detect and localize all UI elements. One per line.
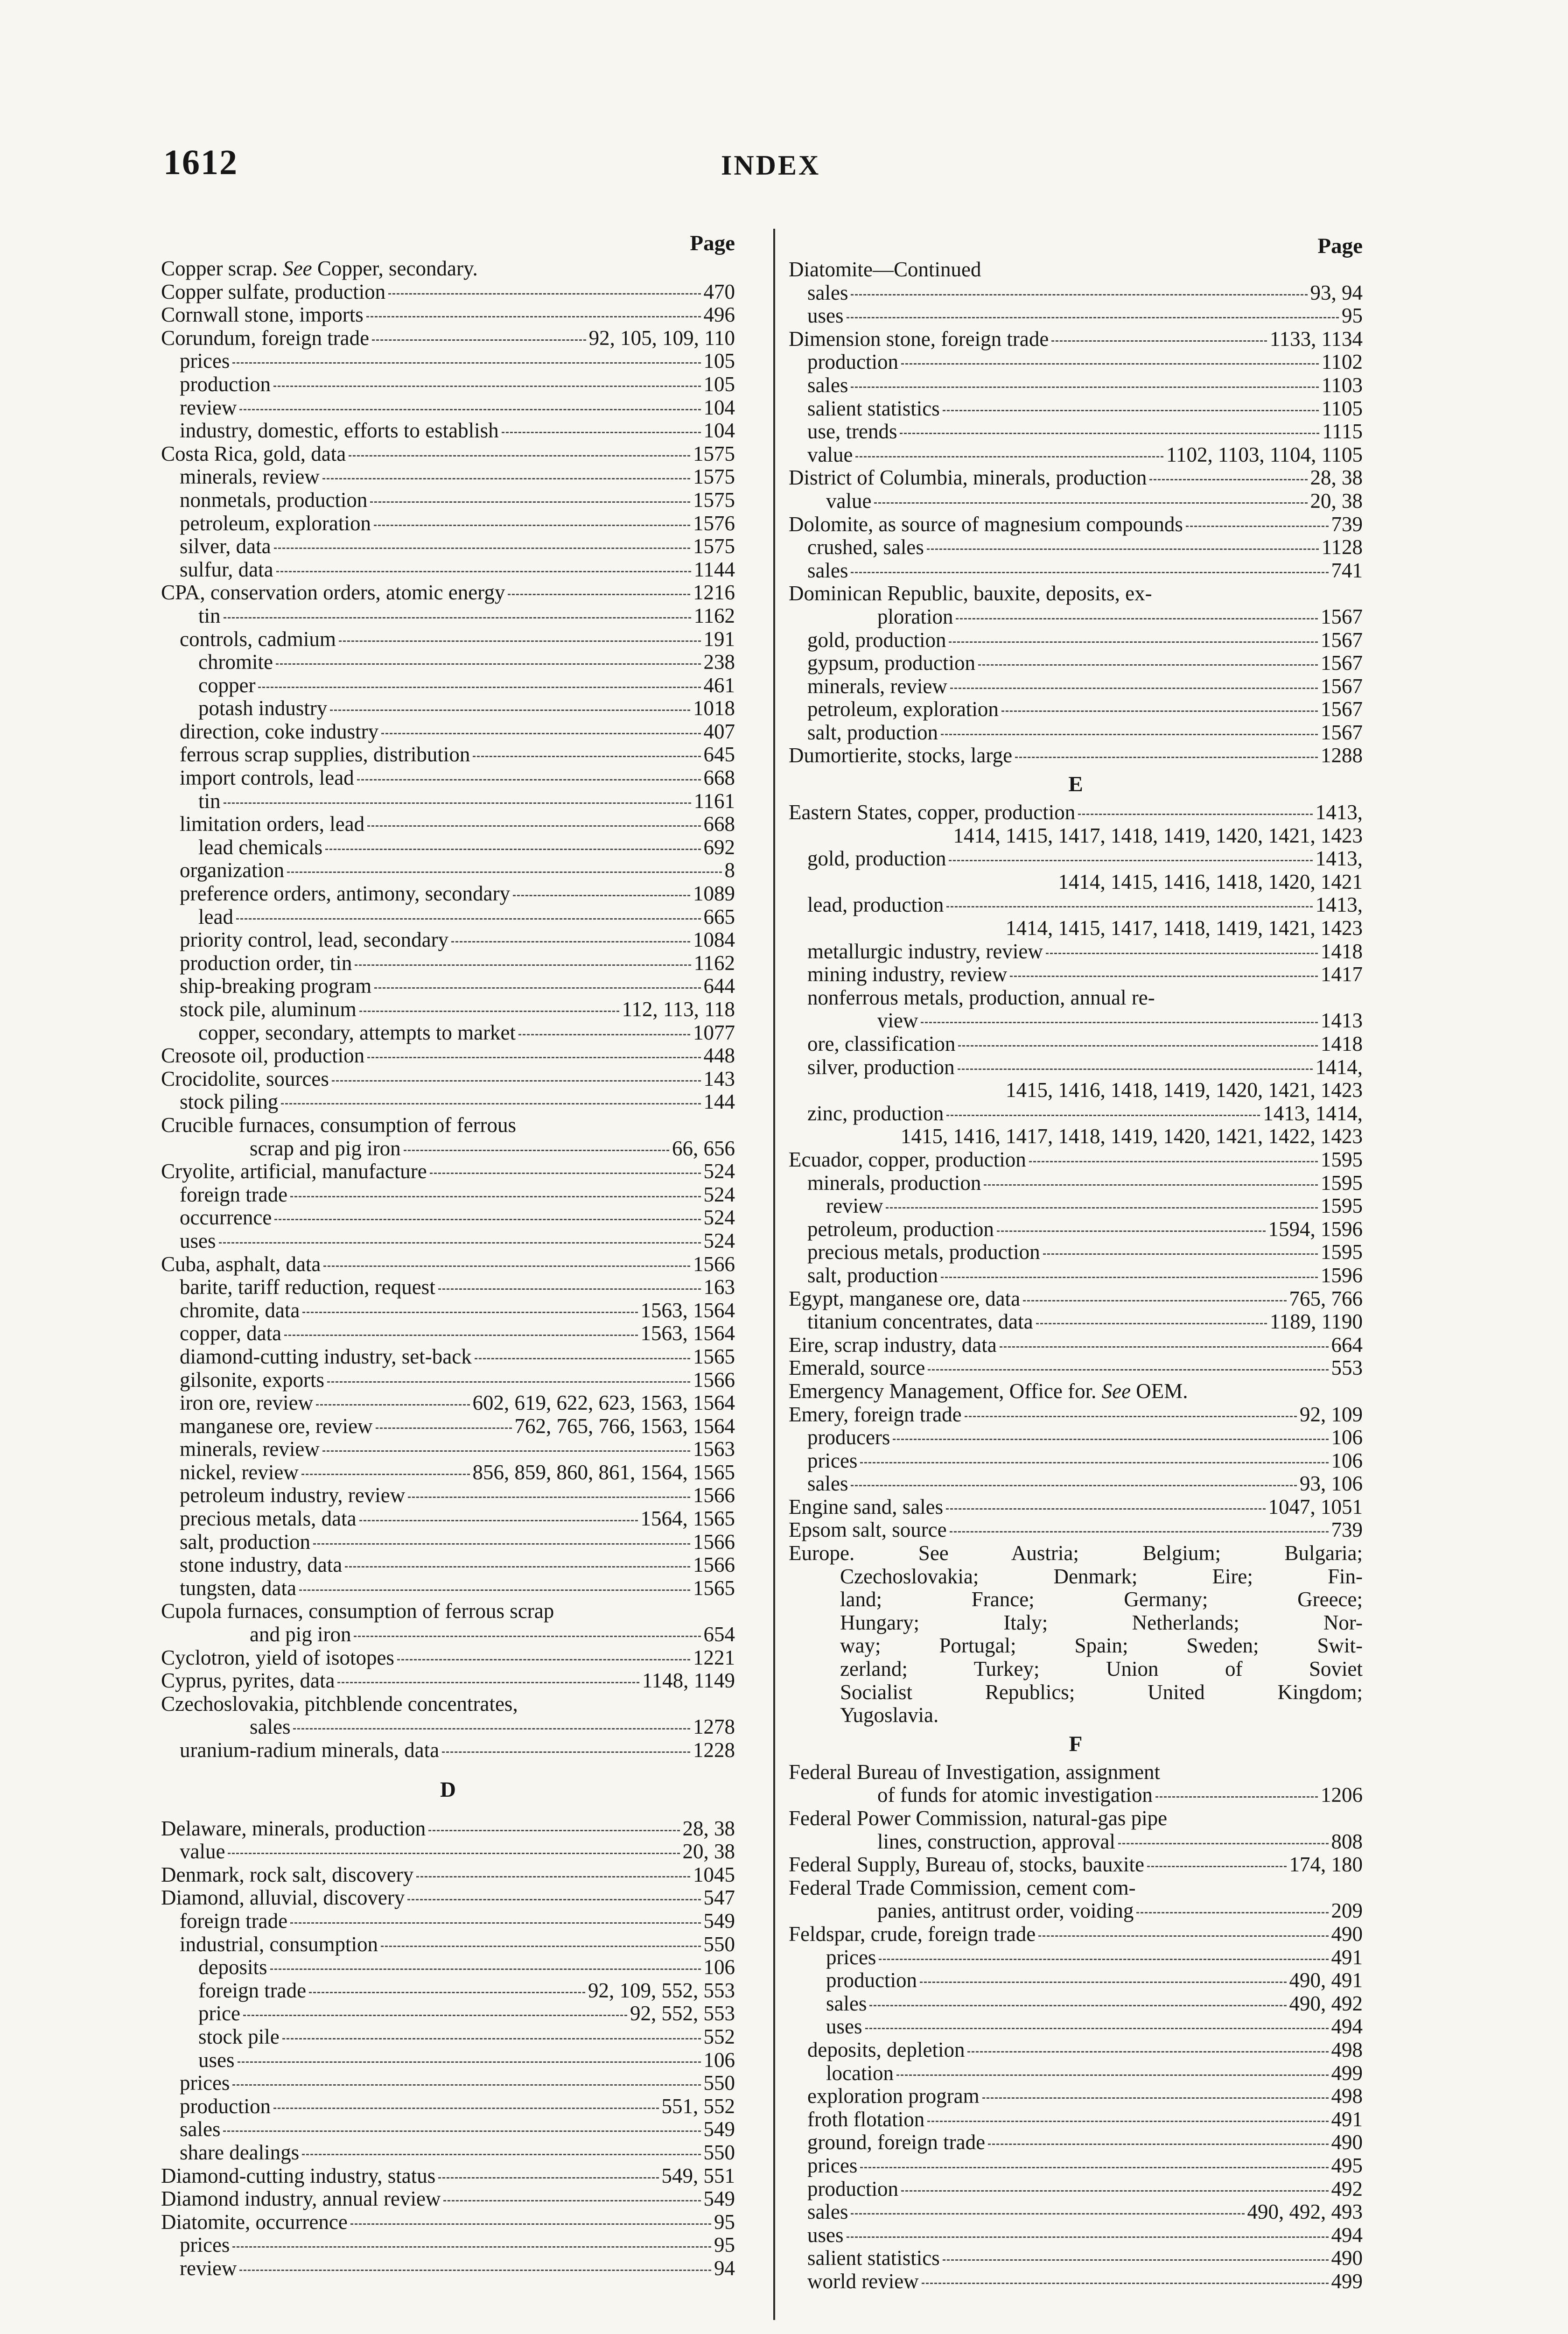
- index-entry: Cryolite, artificial, manufacture 524: [161, 1160, 735, 1183]
- index-entry: Dominican Republic, bauxite, deposits, ex-: [789, 582, 1152, 605]
- index-entry-cont: ploration 1567: [877, 605, 1363, 628]
- index-entry: sales 93, 94: [807, 281, 1363, 304]
- index-entry-pages: 1415, 1416, 1417, 1418, 1419, 1420, 1421, 1422, 1423: [901, 1125, 1363, 1148]
- index-entry: barite, tariff reduction, request 163: [180, 1275, 735, 1299]
- index-entry: Czechoslovakia, pitchblende concentrates,: [161, 1692, 518, 1715]
- index-entry: mining industry, review 1417: [807, 963, 1363, 986]
- index-entry: gypsum, production 1567: [807, 651, 1363, 675]
- section-letter-d: D: [440, 1777, 456, 1802]
- index-entry: Dumortierite, stocks, large 1288: [789, 744, 1363, 767]
- index-entry: Feldspar, crude, foreign trade 490: [789, 1922, 1363, 1946]
- section-letter-f: F: [1069, 1731, 1083, 1756]
- index-entry: share dealings 550: [180, 2140, 735, 2164]
- index-entry: tin 1161: [198, 789, 735, 813]
- index-entry: Crucible furnaces, consumption of ferrous: [161, 1113, 517, 1137]
- index-entry: petroleum, exploration 1576: [180, 511, 735, 535]
- index-entry: stock pile 552: [198, 2025, 735, 2048]
- index-entry-pages: 1414, 1415, 1417, 1418, 1419, 1421, 1423: [1006, 916, 1363, 940]
- europe-line: Yugoslavia.: [840, 1703, 939, 1727]
- index-entry: Federal Supply, Bureau of, stocks, bauxite 174, 180: [789, 1853, 1363, 1877]
- index-entry: Diatomite, occurrence 95: [161, 2210, 735, 2234]
- index-entry: Cyprus, pyrites, data 1148, 1149: [161, 1669, 735, 1693]
- index-entry: priority control, lead, secondary 1084: [180, 928, 735, 952]
- index-entry: value 20, 38: [180, 1840, 735, 1863]
- index-entry: precious metals, production 1595: [807, 1240, 1363, 1264]
- index-entry: deposits, depletion 498: [807, 2038, 1363, 2061]
- index-entry: tungsten, data 1565: [180, 1576, 735, 1600]
- index-entry: ship-breaking program 644: [180, 974, 735, 998]
- europe-line: Czechoslovakia; Denmark; Eire; Fin-: [840, 1564, 1363, 1588]
- index-entry: Cupola furnaces, consumption of ferrous scrap: [161, 1599, 554, 1623]
- index-entry: sales 549: [180, 2117, 735, 2141]
- index-entry: production 105: [180, 372, 735, 396]
- index-entry: salt, production 1596: [807, 1263, 1363, 1287]
- europe-line: Hungary; Italy; Netherlands; Nor-: [840, 1610, 1363, 1634]
- index-entry: preference orders, antimony, secondary 1089: [180, 882, 735, 906]
- index-entry: Dolomite, as source of magnesium compounds 739: [789, 512, 1363, 536]
- index-entry: Epsom salt, source 739: [789, 1518, 1363, 1542]
- europe-line: Europe. See Austria; Belgium; Bulgaria;: [789, 1541, 1363, 1565]
- index-entry: Cuba, asphalt, data 1566: [161, 1252, 735, 1276]
- index-entry: deposits 106: [198, 1955, 735, 1979]
- column-rule: [773, 229, 775, 2320]
- index-entry: foreign trade 524: [180, 1182, 735, 1206]
- index-entry-pages: 1415, 1416, 1418, 1419, 1420, 1421, 1423: [1006, 1078, 1363, 1102]
- index-entry: ore, classification 1418: [807, 1032, 1363, 1055]
- index-entry: review 94: [180, 2256, 735, 2280]
- index-entry: salient statistics 490: [807, 2246, 1363, 2270]
- right-column: [789, 231, 1363, 2293]
- index-entry: metallurgic industry, review 1418: [807, 939, 1363, 963]
- index-entry: minerals, production 1595: [807, 1171, 1363, 1195]
- index-entry: world review 499: [807, 2269, 1363, 2293]
- index-entry: prices 550: [180, 2071, 735, 2095]
- index-entry: copper 461: [198, 673, 735, 697]
- index-entry: nonferrous metals, production, annual re-: [807, 985, 1155, 1009]
- index-entry: Engine sand, sales 1047, 1051: [789, 1495, 1363, 1519]
- index-entry-cont: view 1413: [877, 1009, 1363, 1033]
- index-entry: petroleum, exploration 1567: [807, 697, 1363, 721]
- index-entry: value 1102, 1103, 1104, 1105: [807, 443, 1363, 466]
- index-entry: Federal Trade Commission, cement com-: [789, 1876, 1136, 1899]
- running-head: INDEX: [721, 150, 821, 181]
- europe-line: way; Portugal; Spain; Sweden; Swit-: [840, 1634, 1363, 1658]
- index-entry: silver, production 1414,: [807, 1055, 1363, 1079]
- index-entry: prices 95: [180, 2233, 735, 2257]
- index-entry: diamond-cutting industry, set-back 1565: [180, 1344, 735, 1368]
- index-entry: Copper scrap. See Copper, secondary.: [161, 257, 478, 280]
- index-entry: Federal Bureau of Investigation, assignment: [789, 1760, 1161, 1784]
- index-entry: nickel, review 856, 859, 860, 861, 1564, 1565: [180, 1460, 735, 1484]
- index-entry: Crocidolite, sources 143: [161, 1067, 735, 1090]
- index-entry: gilsonite, exports 1566: [180, 1368, 735, 1392]
- index-entry: production 1102: [807, 350, 1363, 374]
- index-entry: gold, production 1567: [807, 628, 1363, 652]
- index-entry: minerals, review 1567: [807, 674, 1363, 698]
- index-entry: location 499: [826, 2061, 1363, 2085]
- index-entry: zinc, production 1413, 1414,: [807, 1101, 1363, 1125]
- index-entry-pages: 1414, 1415, 1416, 1418, 1420, 1421: [1058, 870, 1363, 893]
- index-entry: precious metals, data 1564, 1565: [180, 1507, 735, 1531]
- index-entry: sulfur, data 1144: [180, 557, 735, 581]
- index-entry: salient statistics 1105: [807, 396, 1363, 420]
- index-entry-cont: sales 1278: [250, 1715, 735, 1739]
- index-entry: sales 93, 106: [807, 1472, 1363, 1496]
- index-entry: District of Columbia, minerals, production 28, 38: [789, 466, 1363, 490]
- index-entry: Dimension stone, foreign trade 1133, 1134: [789, 327, 1363, 351]
- page-header-left: Page: [690, 231, 735, 255]
- index-entry: uses 494: [807, 2223, 1363, 2247]
- index-entry: Cyclotron, yield of isotopes 1221: [161, 1645, 735, 1669]
- index-entry: salt, production 1566: [180, 1530, 735, 1554]
- europe-line: land; France; Germany; Greece;: [840, 1588, 1363, 1611]
- index-entry: prices 491: [826, 1945, 1363, 1969]
- index-entry: copper, data 1563, 1564: [180, 1322, 735, 1345]
- index-entry-cont: and pig iron 654: [250, 1623, 735, 1646]
- index-entry: foreign trade 92, 109, 552, 553: [198, 1978, 735, 2002]
- index-entry: Eire, scrap industry, data 664: [789, 1333, 1363, 1357]
- left-column: [161, 231, 735, 2280]
- index-entry: review 1595: [826, 1194, 1363, 1218]
- index-entry: direction, coke industry 407: [180, 719, 735, 743]
- index-entry: nonmetals, production 1575: [180, 488, 735, 512]
- index-entry: production 492: [807, 2177, 1363, 2200]
- index-entry: Ecuador, copper, production 1595: [789, 1147, 1363, 1171]
- index-entry: lead chemicals 692: [198, 835, 735, 859]
- index-entry: titanium concentrates, data 1189, 1190: [807, 1310, 1363, 1334]
- index-entry-pages: 1414, 1415, 1417, 1418, 1419, 1420, 1421, 1423: [953, 823, 1363, 847]
- index-entry: minerals, review 1575: [180, 465, 735, 489]
- index-entry: prices 495: [807, 2153, 1363, 2177]
- index-entry-cont: of funds for atomic investigation 1206: [877, 1783, 1363, 1807]
- index-entry: chromite, data 1563, 1564: [180, 1298, 735, 1322]
- index-entry: uranium-radium minerals, data 1228: [180, 1738, 735, 1762]
- index-entry: gold, production 1413,: [807, 847, 1363, 871]
- index-entry: sales 1103: [807, 373, 1363, 397]
- europe-line: Socialist Republics; United Kingdom;: [840, 1680, 1363, 1704]
- index-entry: production 551, 552: [180, 2094, 735, 2118]
- index-entry: Creosote oil, production 448: [161, 1044, 735, 1068]
- index-entry: crushed, sales 1128: [807, 535, 1363, 559]
- index-entry: Costa Rica, gold, data 1575: [161, 442, 735, 465]
- index-entry-cont: lines, construction, approval 808: [877, 1829, 1363, 1853]
- index-entry: chromite 238: [198, 650, 735, 674]
- index-entry: froth flotation 491: [807, 2107, 1363, 2131]
- index-entry: Diamond industry, annual review 549: [161, 2187, 735, 2211]
- index-entry: minerals, review 1563: [180, 1437, 735, 1461]
- index-entry: occurrence 524: [180, 1206, 735, 1230]
- page-header-right: Page: [1317, 234, 1363, 258]
- index-entry: Emergency Management, Office for. See OEM.: [789, 1379, 1188, 1403]
- index-entry: Cornwall stone, imports 496: [161, 303, 735, 327]
- index-entry: Copper sulfate, production 470: [161, 280, 735, 303]
- europe-cross-reference: [789, 1542, 1363, 1727]
- index-entry: CPA, conservation orders, atomic energy 1216: [161, 581, 735, 605]
- index-entry: petroleum industry, review 1566: [180, 1483, 735, 1507]
- index-entry: use, trends 1115: [807, 420, 1363, 443]
- index-entry: industry, domestic, efforts to establish 104: [180, 419, 735, 443]
- index-entry: salt, production 1567: [807, 720, 1363, 744]
- index-entry: production order, tin 1162: [180, 951, 735, 975]
- index-entry: uses 106: [198, 2048, 735, 2072]
- index-entry: iron ore, review 602, 619, 622, 623, 1563, 1564: [180, 1391, 735, 1415]
- index-entry: Emery, foreign trade 92, 109: [789, 1402, 1363, 1426]
- index-entry: uses 494: [826, 2015, 1363, 2039]
- index-entry: Diamond-cutting industry, status 549, 551: [161, 2164, 735, 2187]
- section-letter-e: E: [1068, 772, 1083, 797]
- index-entry: value 20, 38: [826, 489, 1363, 513]
- index-entry: ground, foreign trade 490: [807, 2130, 1363, 2154]
- index-entry: Federal Power Commission, natural-gas pipe: [789, 1807, 1168, 1830]
- index-entry: copper, secondary, attempts to market 1077: [198, 1020, 735, 1044]
- index-entry: Corundum, foreign trade 92, 105, 109, 110: [161, 326, 735, 350]
- index-entry: prices 106: [807, 1448, 1363, 1472]
- index-entry: controls, cadmium 191: [180, 627, 735, 651]
- index-entry-cont: panies, antitrust order, voiding 209: [877, 1899, 1363, 1923]
- index-entry: uses 524: [180, 1229, 735, 1252]
- europe-line: zerland; Turkey; Union of Soviet: [840, 1657, 1363, 1681]
- page-number: 1612: [163, 143, 238, 182]
- index-entry-cont: scrap and pig iron 66, 656: [250, 1136, 735, 1160]
- index-entry: review 104: [180, 395, 735, 419]
- index-entry: ferrous scrap supplies, distribution 645: [180, 743, 735, 766]
- index-entry: industrial, consumption 550: [180, 1932, 735, 1956]
- index-entry: stock piling 144: [180, 1090, 735, 1114]
- index-entry: import controls, lead 668: [180, 766, 735, 790]
- index-entry: exploration program 498: [807, 2084, 1363, 2108]
- index-entry: prices 105: [180, 349, 735, 373]
- index-entry: Diamond, alluvial, discovery 547: [161, 1886, 735, 1910]
- index-entry: production 490, 491: [826, 1968, 1363, 1992]
- index-entry: stock pile, aluminum 112, 113, 118: [180, 998, 735, 1021]
- index-entry: producers 106: [807, 1426, 1363, 1449]
- index-entry: tin 1162: [198, 604, 735, 627]
- index-entry: sales 490, 492, 493: [807, 2200, 1363, 2224]
- index-entry: Diatomite—Continued: [789, 258, 981, 281]
- index-entry: Emerald, source 553: [789, 1356, 1363, 1380]
- index-entry: sales 490, 492: [826, 1991, 1363, 2015]
- index-entry: potash industry 1018: [198, 696, 735, 720]
- index-entry: Egypt, manganese ore, data 765, 766: [789, 1287, 1363, 1310]
- index-entry: Delaware, minerals, production 28, 38: [161, 1816, 735, 1840]
- index-entry: Denmark, rock salt, discovery 1045: [161, 1863, 735, 1886]
- index-entry: price 92, 552, 553: [198, 2002, 735, 2025]
- index-entry: stone industry, data 1566: [180, 1553, 735, 1577]
- index-entry: Eastern States, copper, production 1413,: [789, 801, 1363, 824]
- index-entry: sales 741: [807, 558, 1363, 582]
- index-entry: foreign trade 549: [180, 1909, 735, 1933]
- index-entry: manganese ore, review 762, 765, 766, 1563, 1564: [180, 1414, 735, 1438]
- index-entry: lead 665: [198, 905, 735, 928]
- index-entry: petroleum, production 1594, 1596: [807, 1217, 1363, 1241]
- index-entry: uses 95: [807, 304, 1363, 328]
- index-entry: lead, production 1413,: [807, 893, 1363, 917]
- index-entry: limitation orders, lead 668: [180, 812, 735, 836]
- index-entry: silver, data 1575: [180, 534, 735, 558]
- index-entry: organization 8: [180, 858, 735, 882]
